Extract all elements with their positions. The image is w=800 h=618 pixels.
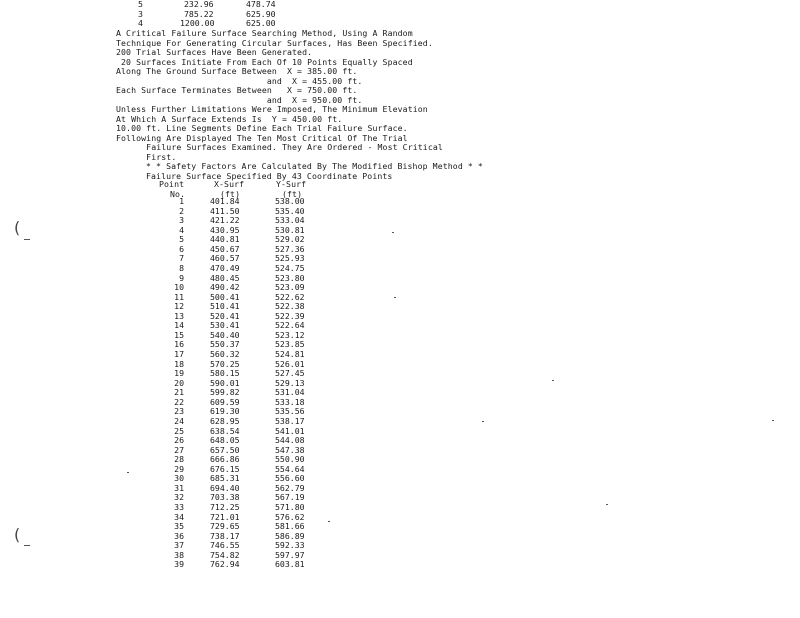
point-number: 21 [174, 387, 184, 398]
header-x-unit: (ft) [220, 188, 241, 199]
y-surf-value: 529.02 [275, 234, 305, 245]
text-line: Failure Surfaces Examined. They Are Ordered - Most Critical [116, 142, 443, 152]
y-surf-value: 581.66 [275, 521, 305, 532]
point-number: 11 [174, 291, 184, 302]
x-surf-value: 560.32 [210, 349, 240, 359]
point-number: 33 [174, 502, 184, 512]
y-surf-value: 530.81 [275, 224, 305, 235]
scan-mark [24, 239, 30, 240]
scan-mark: ( [14, 218, 21, 237]
y-surf-value: 525.93 [275, 253, 305, 264]
x-surf-value: 754.82 [210, 549, 240, 560]
scan-mark [606, 504, 608, 505]
y-surf-value: 592.33 [275, 540, 305, 551]
top-row-point: 5 [138, 0, 143, 9]
point-number: 10 [174, 282, 184, 293]
x-surf-value: 490.42 [210, 282, 240, 293]
y-surf-value: 527.45 [275, 368, 305, 379]
y-surf-value: 533.04 [275, 215, 305, 226]
y-surf-value: 527.36 [275, 243, 305, 254]
x-surf-value: 599.82 [210, 387, 240, 398]
y-surf-value: 524.75 [275, 262, 305, 273]
header-x-surf: X-Surf [214, 179, 245, 189]
scan-mark [552, 380, 554, 381]
x-surf-value: 401.84 [210, 196, 240, 206]
top-row-y: 625.00 [246, 18, 276, 28]
bishop-method-note: * * Safety Factors Are Calculated By The Modified Bishop Method * * [146, 161, 483, 171]
y-surf-value: 533.18 [275, 396, 305, 407]
x-surf-value: 762.94 [210, 559, 240, 570]
point-number: 36 [174, 530, 184, 541]
text-line: 200 Trial Surfaces Have Been Generated. [116, 47, 313, 57]
y-surf-value: 538.00 [275, 196, 305, 206]
x-surf-value: 510.41 [210, 301, 240, 312]
y-surf-value: 586.89 [275, 530, 305, 541]
x-surf-value: 676.15 [210, 463, 240, 474]
point-number: 26 [174, 435, 184, 446]
point-number: 35 [174, 521, 184, 532]
y-surf-value: 576.62 [275, 511, 305, 522]
point-number: 18 [174, 358, 184, 369]
text-line: At Which A Surface Extends Is Y = 450.00 ft. [116, 113, 343, 124]
x-surf-value: 590.01 [210, 377, 240, 388]
x-surf-value: 729.65 [210, 521, 240, 532]
text-line: 20 Surfaces Initiate From Each Of 10 Points Equally Spaced [116, 56, 413, 67]
text-line: Each Surface Terminates Between X = 750.00 ft. [116, 85, 358, 95]
x-surf-value: 703.38 [210, 492, 240, 503]
scan-mark: ( [14, 525, 21, 544]
y-surf-value: 535.40 [275, 205, 305, 216]
x-surf-value: 712.25 [210, 502, 240, 512]
point-number: 24 [174, 415, 184, 426]
text-line: Technique For Generating Circular Surfaces, Has Been Specified. [116, 37, 433, 48]
x-surf-value: 550.37 [210, 339, 240, 350]
header-no: No. [170, 188, 186, 199]
x-surf-value: 738.17 [210, 530, 240, 541]
y-surf-value: 571.80 [275, 502, 305, 512]
scan-mark [127, 472, 129, 473]
point-number: 34 [174, 511, 184, 522]
point-number: 38 [174, 549, 184, 560]
x-surf-value: 657.50 [210, 444, 240, 455]
y-surf-value: 523.09 [275, 282, 305, 293]
x-surf-value: 570.25 [210, 358, 240, 369]
text-line: and X = 950.00 ft. [116, 94, 363, 105]
y-surf-value: 522.38 [275, 301, 305, 312]
point-number: 5 [179, 234, 184, 245]
y-surf-value: 529.13 [275, 377, 305, 388]
x-surf-value: 500.41 [210, 291, 240, 302]
point-number: 20 [174, 377, 184, 388]
x-surf-value: 685.31 [210, 473, 240, 484]
scan-mark [328, 521, 330, 522]
text-line: Along The Ground Surface Between X = 385.00 ft. [116, 66, 358, 76]
point-number: 28 [174, 454, 184, 465]
y-surf-value: 523.12 [275, 329, 305, 340]
x-surf-value: 619.30 [210, 406, 240, 417]
top-row-y: 625.90 [246, 8, 276, 19]
scan-mark [394, 297, 396, 298]
y-surf-value: 547.38 [275, 444, 305, 455]
y-surf-value: 522.62 [275, 291, 305, 302]
point-number: 37 [174, 540, 184, 551]
point-number: 2 [179, 205, 184, 216]
header-y-unit: (ft) [282, 188, 303, 199]
surface-caption: Failure Surface Specified By 43 Coordinate Points [146, 170, 393, 181]
x-surf-value: 666.86 [210, 454, 240, 465]
point-number: 4 [179, 224, 184, 235]
text-line: Unless Further Limitations Were Imposed, The Minimum Elevation [116, 104, 428, 114]
x-surf-value: 421.22 [210, 215, 240, 226]
x-surf-value: 580.15 [210, 368, 240, 379]
x-surf-value: 638.54 [210, 425, 240, 436]
y-surf-value: 541.01 [275, 425, 305, 436]
y-surf-value: 554.64 [275, 463, 305, 474]
x-surf-value: 430.95 [210, 224, 240, 235]
point-number: 19 [174, 368, 184, 379]
point-number: 22 [174, 396, 184, 407]
y-surf-value: 562.79 [275, 482, 305, 493]
text-line: Following Are Displayed The Ten Most Critical Of The Trial [116, 132, 408, 143]
point-number: 8 [179, 262, 184, 273]
x-surf-value: 648.05 [210, 435, 240, 446]
point-number: 27 [174, 444, 184, 455]
text-line: First. [116, 151, 177, 162]
point-number: 31 [174, 482, 184, 493]
scan-mark [772, 420, 774, 421]
point-number: 29 [174, 463, 184, 474]
text-line: and X = 455.00 ft. [116, 75, 363, 86]
header-point: Point [159, 179, 185, 189]
top-row-x: 785.22 [184, 8, 214, 19]
top-row-x: 232.96 [184, 0, 214, 9]
x-surf-value: 460.57 [210, 253, 240, 264]
y-surf-value: 550.90 [275, 454, 305, 465]
y-surf-value: 531.04 [275, 387, 305, 398]
x-surf-value: 470.49 [210, 262, 240, 273]
point-number: 3 [179, 215, 184, 226]
point-number: 39 [174, 559, 184, 570]
point-number: 15 [174, 329, 184, 340]
x-surf-value: 440.81 [210, 234, 240, 245]
y-surf-column [275, 197, 305, 570]
point-number: 12 [174, 301, 184, 312]
x-surf-value: 746.55 [210, 540, 240, 551]
top-row-point: 4 [138, 18, 143, 28]
point-number: 1 [179, 196, 184, 206]
point-number: 7 [179, 253, 184, 264]
point-number: 32 [174, 492, 184, 503]
y-surf-value: 522.39 [275, 310, 305, 321]
point-number: 14 [174, 320, 184, 331]
x-surf-value: 609.59 [210, 396, 240, 407]
text-line: 10.00 ft. Line Segments Define Each Trial Failure Surface. [116, 123, 408, 133]
x-surf-value: 721.01 [210, 511, 240, 522]
point-number: 17 [174, 349, 184, 359]
y-surf-value: 522.64 [275, 320, 305, 331]
x-surf-value: 411.50 [210, 205, 240, 216]
y-surf-value: 597.97 [275, 549, 305, 560]
scan-mark [392, 232, 394, 233]
y-surf-value: 544.08 [275, 435, 305, 446]
y-surf-value: 523.80 [275, 272, 305, 283]
x-surf-value: 540.40 [210, 329, 240, 340]
x-surf-value: 694.40 [210, 482, 240, 493]
point-number: 6 [179, 243, 184, 254]
x-surf-column [210, 197, 240, 570]
scan-mark [482, 421, 484, 422]
point-number: 23 [174, 406, 184, 417]
y-surf-value: 567.19 [275, 492, 305, 503]
y-surf-value: 603.81 [275, 559, 305, 570]
point-number: 30 [174, 473, 184, 484]
point-number: 9 [179, 272, 184, 283]
top-row-point: 3 [138, 8, 143, 19]
header-y-surf: Y-Surf [276, 179, 307, 189]
scan-mark [24, 545, 30, 546]
text-line: A Critical Failure Surface Searching Method, Using A Random [116, 28, 413, 38]
y-surf-value: 523.85 [275, 339, 305, 350]
point-number: 13 [174, 310, 184, 321]
point-number: 16 [174, 339, 184, 350]
x-surf-value: 450.67 [210, 243, 240, 254]
top-row-x: 1200.00 [180, 18, 215, 28]
y-surf-value: 535.56 [275, 406, 305, 417]
y-surf-value: 526.01 [275, 358, 305, 369]
x-surf-value: 628.95 [210, 415, 240, 426]
y-surf-value: 556.60 [275, 473, 305, 484]
x-surf-value: 520.41 [210, 310, 240, 321]
y-surf-value: 524.81 [275, 349, 305, 359]
x-surf-value: 480.45 [210, 272, 240, 283]
x-surf-value: 530.41 [210, 320, 240, 331]
top-row-y: 478.74 [246, 0, 276, 9]
point-number: 25 [174, 425, 184, 436]
point-column [160, 197, 184, 570]
y-surf-value: 538.17 [275, 415, 305, 426]
